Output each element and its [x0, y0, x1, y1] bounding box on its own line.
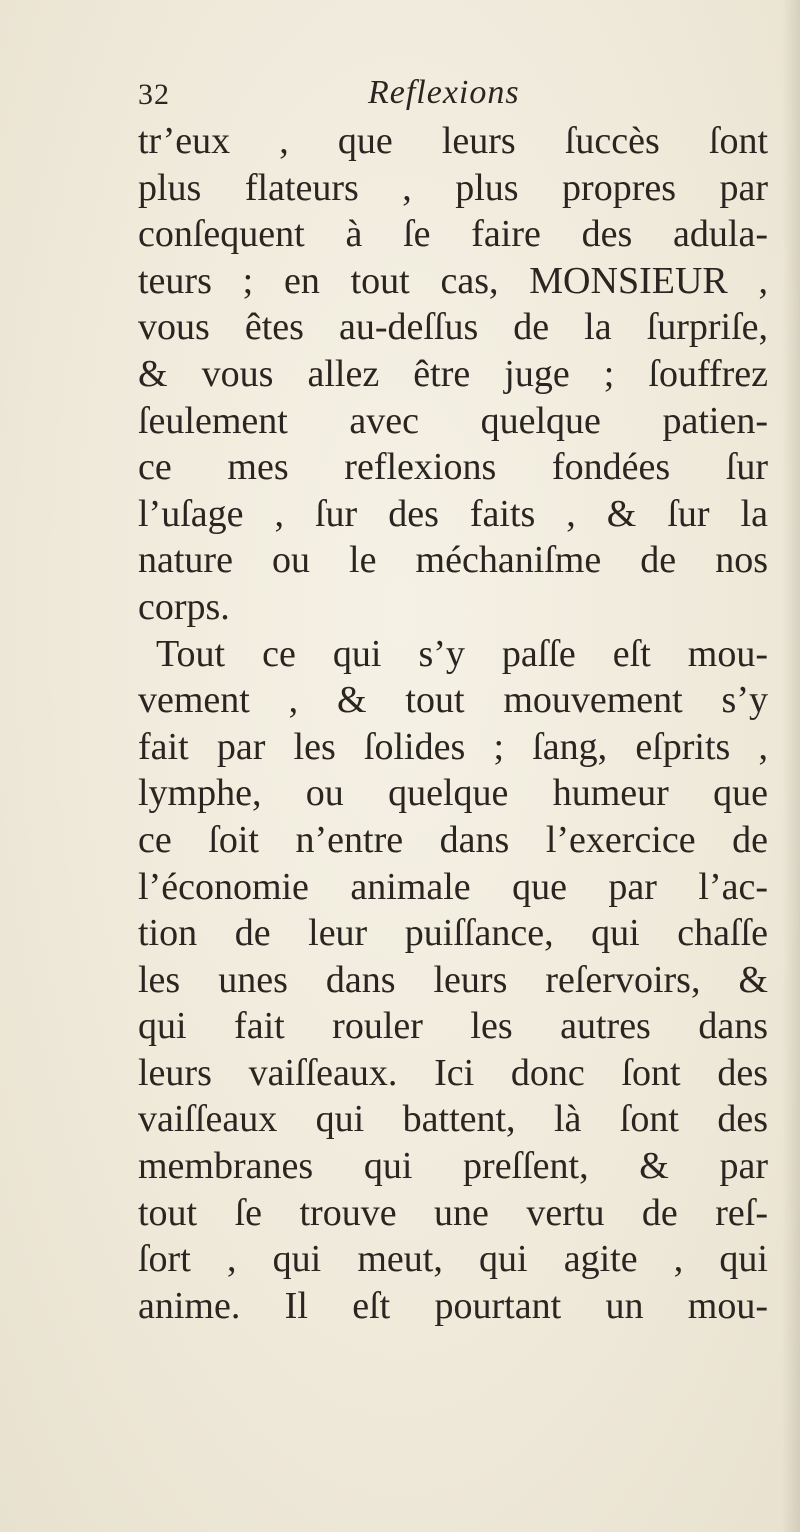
- text-line: vous êtes au-deſſus de la ſurpriſe,: [138, 306, 768, 349]
- text-line: l’uſage , ſur des faits , & ſur la: [138, 492, 768, 535]
- text-line: tout ſe trouve une vertu de reſ-: [138, 1191, 768, 1234]
- text-line: ſort , qui meut, qui agite , qui: [138, 1238, 768, 1281]
- text-line: qui fait rouler les autres dans: [138, 1005, 768, 1048]
- running-head: [138, 74, 658, 118]
- text-line: les unes dans leurs reſervoirs, &: [138, 958, 768, 1001]
- text-line: fait par les ſolides ; ſang, eſprits ,: [138, 725, 768, 768]
- text-line: vement , & tout mouvement s’y: [138, 679, 768, 722]
- text-line: Tout ce qui s’y paſſe eſt mou-: [156, 632, 768, 675]
- text-line: lymphe, ou quelque humeur que: [138, 772, 768, 815]
- text-line: ce ſoit n’entre dans l’exercice de: [138, 818, 768, 861]
- text-line: membranes qui preſſent, & par: [138, 1145, 768, 1188]
- text-line: leurs vaiſſeaux. Ici donc ſont des: [138, 1051, 768, 1094]
- text-line: corps.: [138, 585, 230, 628]
- text-line: vaiſſeaux qui battent, là ſont des: [138, 1098, 768, 1141]
- text-line: ſeulement avec quelque patien-: [138, 399, 768, 442]
- text-line: conſequent à ſe faire des adula-: [138, 213, 768, 256]
- text-line: ce mes reflexions fondées ſur: [138, 446, 768, 489]
- running-title: Reflexions: [368, 74, 520, 111]
- page-edge-shadow: [782, 0, 800, 1532]
- text-line: plus flateurs , plus propres par: [138, 166, 768, 209]
- text-line: nature ou le méchaniſme de nos: [138, 539, 768, 582]
- text-line: tr’eux , que leurs ſuccès ſont: [138, 120, 768, 162]
- text-line: anime. Il eſt pourtant un mou-: [138, 1284, 768, 1327]
- text-line: & vous allez être juge ; ſouffrez: [138, 352, 768, 395]
- body-text: [138, 118, 768, 1329]
- text-line: l’économie animale que par l’ac-: [138, 865, 768, 908]
- text-line: teurs ; en tout cas, MONSIEUR ,: [138, 259, 768, 302]
- page-number: 32: [138, 78, 170, 111]
- text-line: tion de leur puiſſance, qui chaſſe: [138, 912, 768, 955]
